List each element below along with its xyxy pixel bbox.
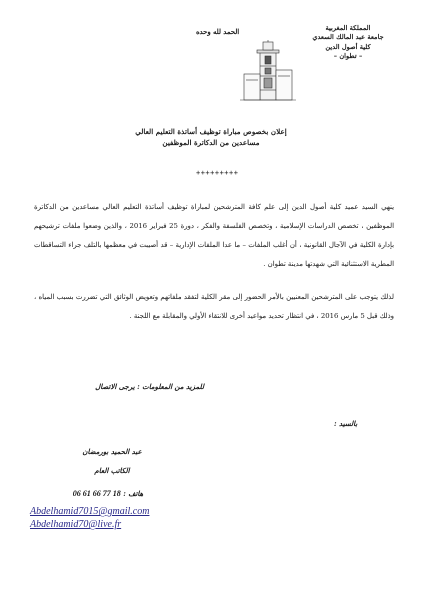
faculty-label: كلية أصول الدين	[325, 42, 371, 51]
title-line-2: مساعدين من الدكاترة الموظفين	[162, 137, 260, 147]
institution-header	[288, 24, 408, 62]
city-label: – تطوان –	[333, 52, 363, 61]
separator-line: +++++++++	[196, 169, 239, 177]
paragraph-1: ينهي السيد عميد كلية أصول الدين إلى علم كافة المترشحين لمباراة توظيف أساتذة التعليم العالي مساعدين من الدكاترة الموظفين ، تخصص الدراسات الإسلامية ، وتخصص الفلسفة والفكر ، دورة 25 فبراير 2016 ، والذين وضعوا ملفات ترشيحهم بإدارة الكلية في الآجال القانونية ، أن أغلب الملفات – ما عدا الملفات الإدارية – قد أصيبت في معظمها بالتلف جراء التساقطات المطرية الاستثنائية التي شهدتها مدينة تطوان .	[34, 203, 394, 268]
praise-line: الحمد لله وحده	[196, 28, 240, 36]
more-info-line: للمزيد من المعلومات : يرجى الاتصال	[95, 382, 204, 391]
email-link-gmail[interactable]: Abdelhamid7015@gmail.com	[30, 506, 150, 517]
announcement-title	[108, 127, 314, 148]
phone-line	[46, 489, 170, 498]
email-link-live[interactable]: Abdelhamid70@live.fr	[30, 519, 122, 530]
phone-number: 06 61 66 77 18	[72, 489, 121, 498]
kingdom-label: المملكة المغربية	[325, 24, 371, 32]
contact-role: الكاتب العام	[94, 466, 130, 475]
university-label: جامعة عبد المالك السعدي	[312, 33, 384, 42]
minaret-emblem-icon	[240, 40, 296, 102]
addressee-label: بالسيد :	[334, 419, 358, 428]
paragraph-2: لذلك يتوجب على المترشحين المعنيين بالأمر الحضور إلى مقر الكلية لتفقد ملفاتهم وتعويض الوثائق التي تضررت بسبب المياه ، وذلك قبل 5 مارس 2016 ، في انتظار تحديد مواعيد أخرى للانتقاء الأولي والمقابلة مع اللجنة .	[34, 293, 394, 320]
phone-label: هاتف :	[123, 489, 144, 498]
title-line-1: إعلان بخصوص مباراة توظيف أساتذة التعليم العالي	[135, 127, 287, 136]
contact-name: عبد الحميد بورمضان	[82, 447, 142, 456]
